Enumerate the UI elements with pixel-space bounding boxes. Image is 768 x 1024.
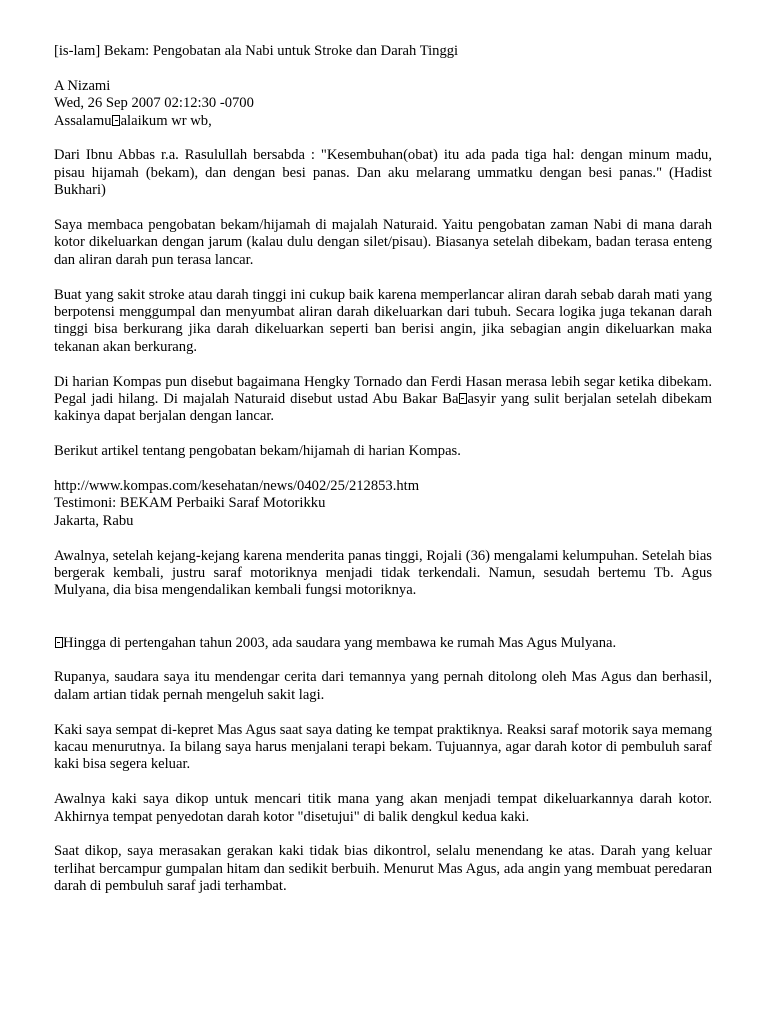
- paragraph-darah-keluar: Saat dikop, saya merasakan gerakan kaki tidak bias dikontrol, selalu menendang ke atas. Darah yang keluar terlihat bercampur gumpalan hitam dan sedikit berbuih. Menurut Mas Agus, ada angin yang membuat peredaran darah di pembuluh saraf jadi terhambat.: [54, 843, 712, 895]
- paragraph-stroke: Buat yang sakit stroke atau darah tinggi ini cukup baik karena memperlancar aliran darah sebab darah mati yang berpotensi menggumpal dan menyumbat aliran darah dikeluarkan dari tubuh. Secara logika juga tekanan darah tinggi bisa berkurang jika darah dikeluarkan seperti ban berisi angin, jika sebagian angin dikeluarkan maka tekanan akan berkurang.: [54, 286, 712, 355]
- email-greeting: [54, 113, 712, 130]
- missing-character-glyph: [55, 637, 63, 648]
- paragraph-intro-article: Berikut artikel tentang pengobatan bekam/hijamah di harian Kompas.: [54, 443, 461, 460]
- paragraph-kompas-part-1: Di harian Kompas pun disebut bagaimana Hengky Tornado dan Ferdi Hasan merasa lebih segar ketika dibekam. Pegal jadi hilang. Di majalah Naturaid disebut ustad Abu Bakar Ba: [54, 373, 712, 408]
- paragraph-hadith: Dari Ibnu Abbas r.a. Rasulullah bersabda : "Kesembuhan(obat) itu ada pada tiga hal: dengan minum madu, pisau hijamah (bekam), dan dengan besi panas. Dan aku melarang ummatku dengan besi panas." (Hadist Bukhari): [54, 147, 712, 199]
- paragraph-relative: Rupanya, saudara saya itu mendengar cerita dari temannya yang pernah ditolong oleh Mas Agus dan berhasil, dalam artian tidak pernah mengeluh sakit lagi.: [54, 669, 712, 703]
- article-title: Testimoni: BEKAM Perbaiki Saraf Motorikku: [54, 495, 326, 512]
- greeting-part-2: alaikum wr wb,: [120, 112, 212, 129]
- article-dateline: Jakarta, Rabu: [54, 512, 134, 529]
- paragraph-kompas-part-2: asyir yang sulit berjalan setelah dibekam kakinya dapat berjalan dengan lancar.: [54, 391, 712, 425]
- greeting-part-1: Assalamu: [54, 112, 112, 129]
- paragraph-naturaid: Saya membaca pengobatan bekam/hijamah di majalah Naturaid. Yaitu pengobatan zaman Nabi di mana darah kotor dikeluarkan dengan jarum (kalau dulu dengan silet/pisau). Biasanya setelah dibekam, badan terasa enteng dan aliran darah pun terasa lancar.: [54, 217, 712, 268]
- missing-character-glyph: [112, 115, 120, 126]
- paragraph-2003-text: Hingga di pertengahan tahun 2003, ada saudara yang membawa ke rumah Mas Agus Mulyana.: [63, 634, 617, 651]
- paragraph-kepret: Kaki saya sempat di-kepret Mas Agus saat saya dating ke tempat praktiknya. Reaksi saraf motorik saya memang kacau menurutnya. Ia bilang saya harus menjalani terapi bekam. Tujuannya, agar darah kotor di pembuluh saraf kaki bisa segera keluar.: [54, 721, 712, 773]
- paragraph-dikop: Awalnya kaki saya dikop untuk mencari titik mana yang akan menjadi tempat dikeluarkannya darah kotor. Akhirnya tempat penyedotan darah kotor "disetujui" di balik dengkul kedua kaki.: [54, 791, 712, 825]
- email-document: [54, 43, 712, 896]
- email-author: A Nizami: [54, 77, 111, 94]
- paragraph-2003: [54, 635, 712, 652]
- paragraph-kompas: [54, 374, 712, 426]
- email-date: Wed, 26 Sep 2007 02:12:30 -0700: [54, 95, 254, 112]
- missing-character-glyph: [459, 393, 467, 404]
- article-url: http://www.kompas.com/kesehatan/news/0402/25/212853.htm: [54, 478, 420, 495]
- email-subject: [is-lam] Bekam: Pengobatan ala Nabi untuk Stroke dan Darah Tinggi: [54, 43, 459, 59]
- paragraph-rojali: Awalnya, setelah kejang-kejang karena menderita panas tinggi, Rojali (36) mengalami kelumpuhan. Setelah bias bergerak kembali, justru saraf motoriknya menjadi tidak terkendali. Namun, sesudah bertemu Tb. Agus Mulyana, dia bisa mengendalikan kembali fungsi motoriknya.: [54, 547, 712, 599]
